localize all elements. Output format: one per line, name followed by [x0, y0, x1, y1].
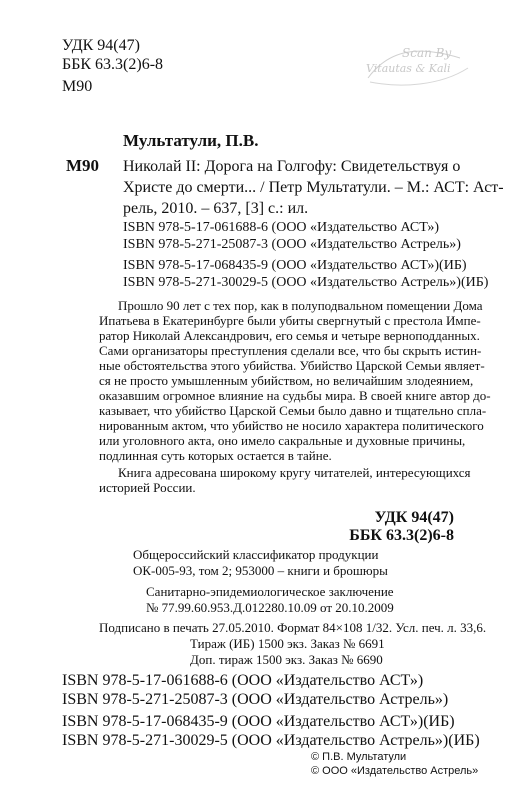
copyright-line: © ООО «Издательство Астрель»	[311, 765, 479, 777]
copyright-line: © П.В. Мультатули	[311, 751, 407, 763]
annotation-line: казывает, что убийство Царской Семьи было давно и тщательно спла-	[99, 403, 487, 418]
isbn-line: ISBN 978-5-17-068435-9 (ООО «Издательство АСТ»)(ИБ)	[123, 258, 467, 273]
annotation-line: Книга адресована широкому кругу читателей, интересующихся	[118, 465, 471, 480]
print-line: Доп. тираж 1500 экз. Заказ № 6690	[190, 652, 383, 667]
isbn-line: ISBN 978-5-271-25087-3 (ООО «Издательство Астрель»)	[62, 691, 449, 708]
isbn-line: ISBN 978-5-271-25087-3 (ООО «Издательство Астрель»)	[123, 237, 461, 252]
isbn-line: ISBN 978-5-17-061688-6 (ООО «Издательство АСТ»)	[62, 672, 424, 689]
annotation-line: Сами организаторы преступления сделали все, что бы скрыть истин-	[99, 343, 482, 358]
author-mark-bold: М90	[66, 156, 100, 175]
sanitary-line: Санитарно-эпидемиологическое заключение	[146, 584, 394, 599]
title-line: рель, 2010. – 637, [3] с.: ил.	[123, 200, 309, 217]
annotation-line: ся не просто умышленным убийством, но величайшим злодеянием,	[99, 373, 474, 388]
title-line: Христе до смерти... / Петр Мультатули. – М.: АСТ: Аст-	[123, 179, 504, 196]
annotation-line: Ипатьева в Екатеринбурге были убиты свергнутый с престола Импе-	[99, 313, 481, 328]
isbn-line: ISBN 978-5-17-061688-6 (ООО «Издательство АСТ»)	[123, 220, 440, 235]
bbk-code-right: ББК 63.3(2)6-8	[349, 527, 454, 544]
classifier-line: ОК-005-93, том 2; 953000 – книги и брошюры	[133, 563, 388, 578]
watermark-line2: Vitautas & Kali	[366, 62, 451, 75]
isbn-line: ISBN 978-5-271-30029-5 (ООО «Издательство Астрель»)(ИБ)	[62, 732, 480, 749]
scan-watermark	[360, 38, 475, 98]
watermark-line1: Scan By	[402, 46, 452, 60]
annotation-line: ратор Николай Александрович, его семья и четыре верноподданных.	[99, 328, 480, 343]
print-line: Подписано в печать 27.05.2010. Формат 84×108 1/32. Усл. печ. л. 33,6.	[99, 620, 487, 635]
isbn-line: ISBN 978-5-271-30029-5 (ООО «Издательство Астрель»)(ИБ)	[123, 275, 489, 290]
annotation-line: нированным актом, что убийство не носило характера политического	[99, 418, 484, 433]
annotation-line: оказавшим огромное влияние на судьбы мира. В своей книге автор до-	[99, 388, 491, 403]
annotation-line: Прошло 90 лет с тех пор, как в полуподвальном помещении Дома	[118, 298, 483, 313]
annotation-line: подлинная суть которых остается в тайне.	[99, 448, 332, 463]
isbn-line: ISBN 978-5-17-068435-9 (ООО «Издательство АСТ»)(ИБ)	[62, 713, 455, 730]
author-mark: М90	[62, 78, 93, 95]
author-name: Мультатули, П.В.	[123, 131, 259, 150]
annotation-line: ные обстоятельства этого убийства. Убийство Царской Семьи являет-	[99, 358, 485, 373]
annotation-line: историей России.	[99, 480, 196, 495]
udk-code: УДК 94(47)	[62, 37, 140, 54]
annotation-line: или уголовного акта, оно имело сакральные и духовные причины,	[99, 433, 466, 448]
sanitary-line: № 77.99.60.953.Д.012280.10.09 от 20.10.2009	[146, 600, 394, 615]
print-line: Тираж (ИБ) 1500 экз. Заказ № 6691	[190, 636, 385, 651]
classifier-line: Общероссийский классификатор продукции	[133, 547, 379, 562]
udk-code-right: УДК 94(47)	[374, 509, 454, 526]
bbk-code: ББК 63.3(2)6-8	[62, 56, 164, 73]
title-line: Николай II: Дорога на Голгофу: Свидетельствуя о	[123, 158, 461, 175]
